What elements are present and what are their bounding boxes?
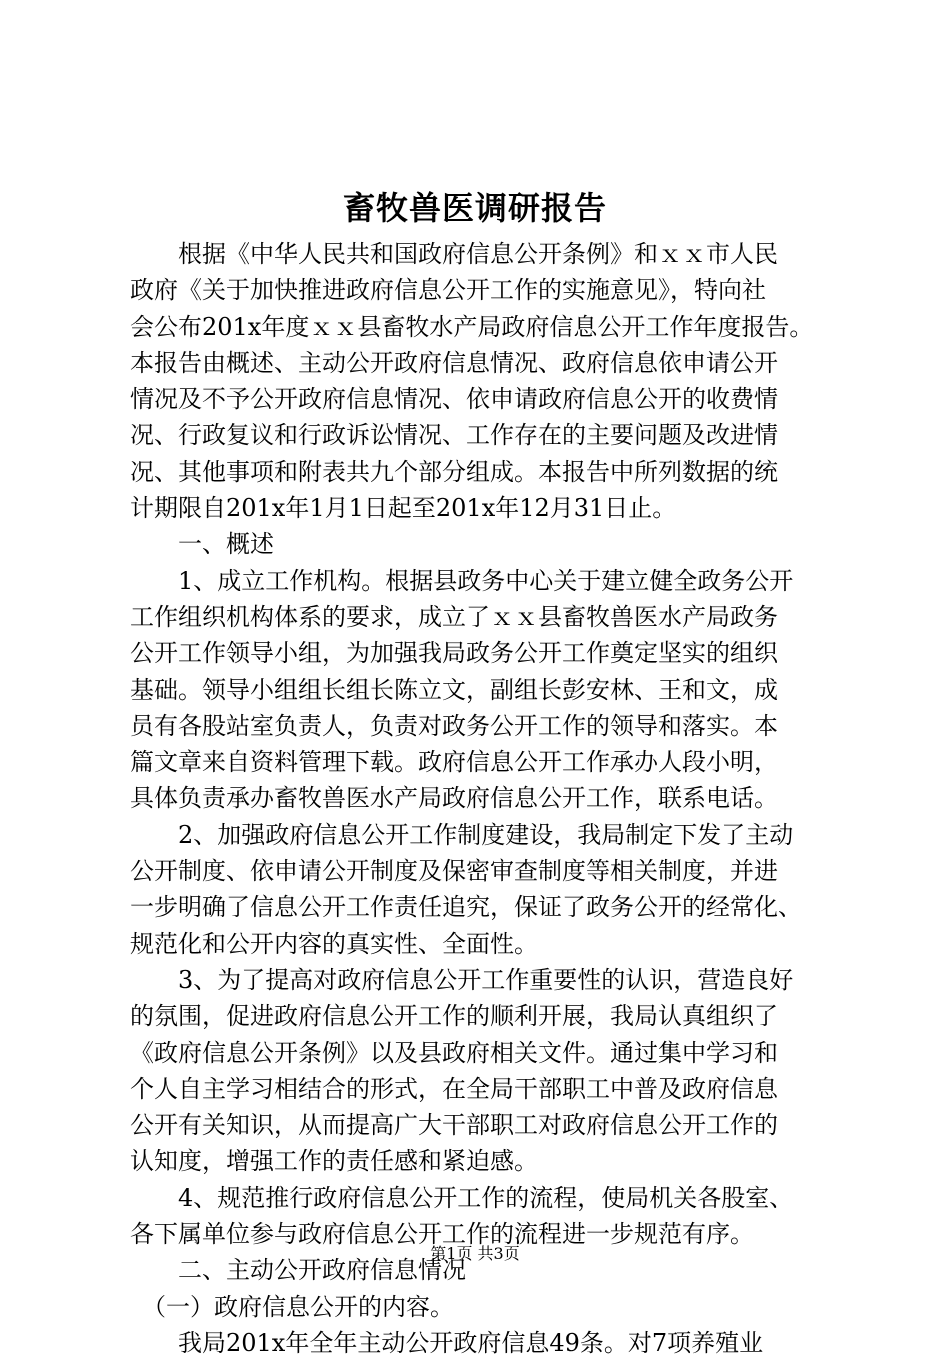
body-line: 基础。领导小组组长组长陈立文，副组长彭安林、王和文，成	[130, 675, 778, 704]
body-line: 一步明确了信息公开工作责任追究，保证了政务公开的经常化、	[130, 893, 802, 922]
body-line: 工作组织机构体系的要求，成立了ｘｘ县畜牧兽医水产局政务	[130, 602, 778, 631]
body-line: 1、成立工作机构。根据县政务中心关于建立健全政务公开	[130, 566, 794, 595]
body-line: 计期限自201x年1月1日起至201x年12月31日止。	[130, 494, 677, 523]
body-line: 4、规范推行政府信息公开工作的流程，使局机关各股室、	[130, 1183, 794, 1212]
page-footer: 第1页 共3页	[430, 1244, 520, 1263]
body-line: 的氛围，促进政府信息公开工作的顺利开展，我局认真组织了	[130, 1002, 778, 1031]
body-line: 公开有关知识，从而提高广大干部职工对政府信息公开工作的	[130, 1111, 778, 1140]
body-line: 政府《关于加快推进政府信息公开工作的实施意见》，特向社	[130, 276, 766, 305]
body-line: 根据《中华人民共和国政府信息公开条例》和ｘｘ市人民	[130, 240, 778, 268]
body-line: 况、行政复议和行政诉讼情况、工作存在的主要问题及改进情	[130, 421, 778, 450]
body-line: 员有各股站室负责人，负责对政务公开工作的领导和落实。本	[130, 711, 778, 740]
body-line: 具体负责承办畜牧兽医水产局政府信息公开工作，联系电话。	[130, 784, 778, 813]
body-line: 情况及不予公开政府信息情况、依申请政府信息公开的收费情	[130, 385, 778, 414]
body-line: 公开工作领导小组，为加强我局政务公开工作奠定坚实的组织	[130, 639, 778, 668]
body-line: 3、为了提高对政府信息公开工作重要性的认识，营造良好	[130, 965, 794, 994]
body-line: 各下属单位参与政府信息公开工作的流程进一步规范有序。	[130, 1220, 754, 1249]
document-body	[130, 236, 850, 1361]
body-line: 我局201x年全年主动公开政府信息49条。对7项养殖业	[130, 1328, 764, 1357]
body-line: 况、其他事项和附表共九个部分组成。本报告中所列数据的统	[130, 457, 778, 486]
body-line: 规范化和公开内容的真实性、全面性。	[130, 929, 538, 958]
section-heading: 二、主动公开政府信息情况	[130, 1256, 466, 1285]
body-line: 《政府信息公开条例》以及县政府相关文件。通过集中学习和	[130, 1038, 778, 1067]
document-title: 畜牧兽医调研报告	[342, 189, 607, 227]
section-heading: 一、概述	[130, 530, 274, 559]
body-line: 篇文章来自资料管理下载。政府信息公开工作承办人段小明，	[130, 748, 778, 777]
body-line: 认知度，增强工作的责任感和紧迫感。	[130, 1147, 538, 1176]
body-line: 公开制度、依申请公开制度及保密审查制度等相关制度，并进	[130, 857, 778, 886]
subsection-heading: （一）政府信息公开的内容。	[130, 1292, 454, 1321]
body-line: 会公布201x年度ｘｘ县畜牧水产局政府信息公开工作年度报告。	[130, 312, 814, 341]
body-line: 2、加强政府信息公开工作制度建设，我局制定下发了主动	[130, 820, 794, 849]
body-line: 个人自主学习相结合的形式，在全局干部职工中普及政府信息	[130, 1074, 778, 1103]
body-line: 本报告由概述、主动公开政府信息情况、政府信息依申请公开	[130, 348, 778, 377]
